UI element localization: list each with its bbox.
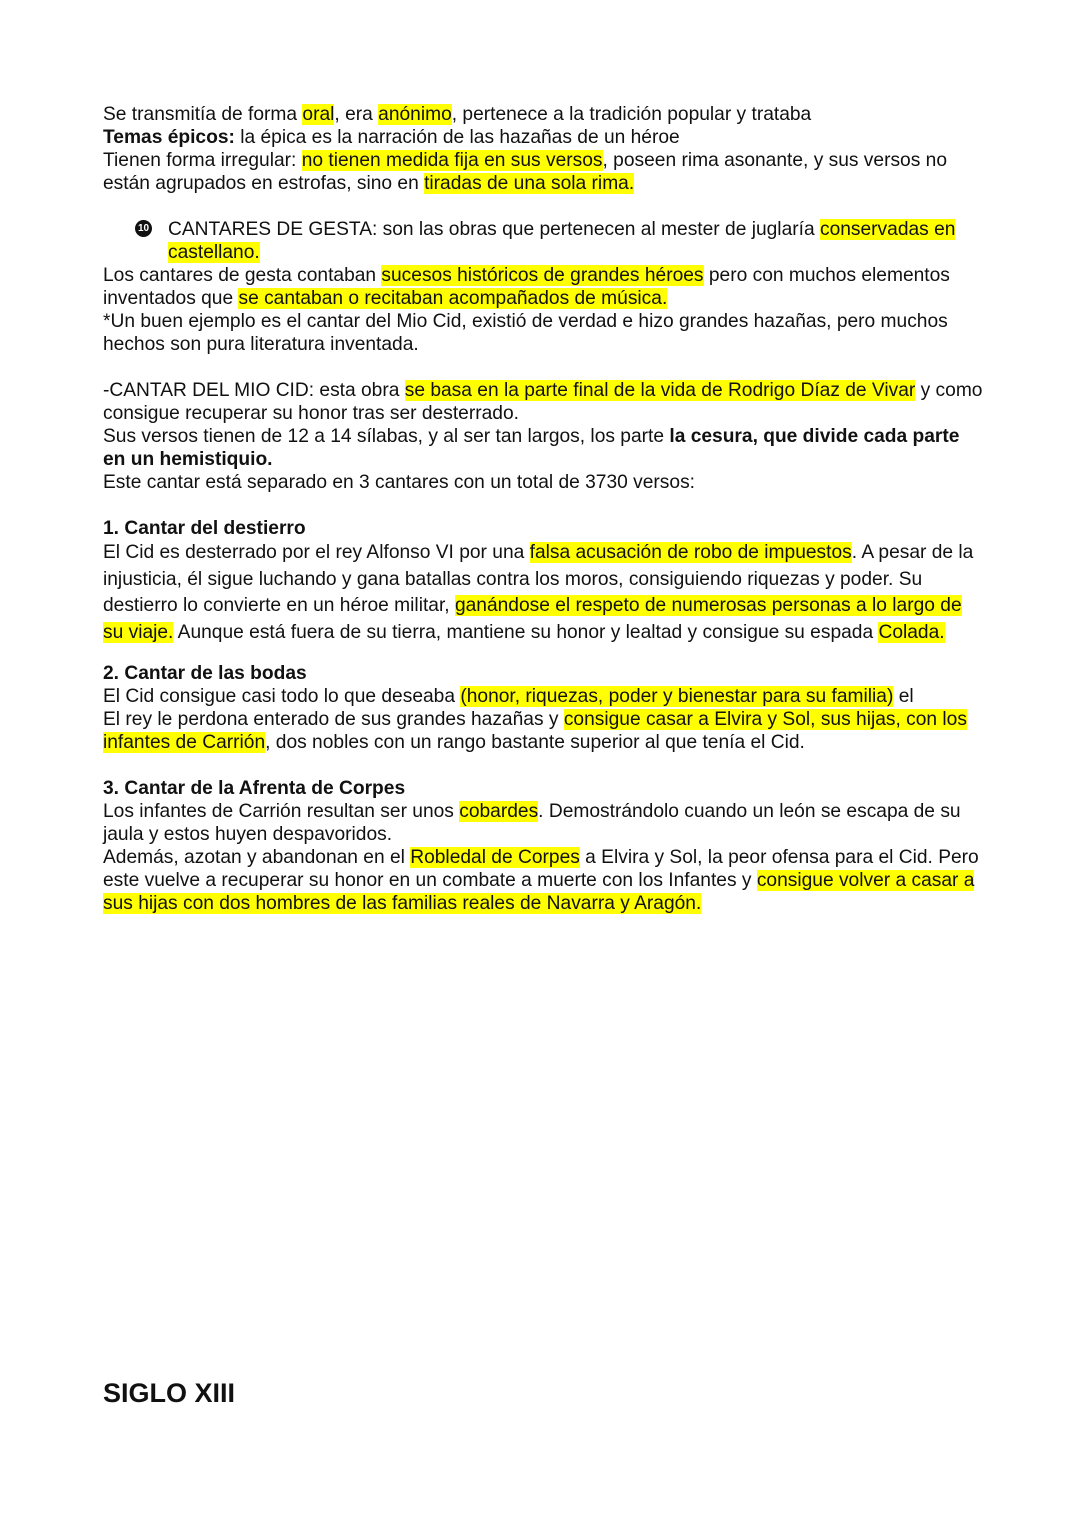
mio-cid-paragraph-2: Sus versos tienen de 12 a 14 sílabas, y al ser tan largos, los parte la cesura, que divide cada parte en un hemistiquio. (103, 426, 960, 470)
highlight-anonimo: anónimo (378, 104, 452, 125)
highlight-honor-riquezas: (honor, riquezas, poder y bienestar para su familia) (460, 686, 894, 707)
cantares-paragraph-1: Los cantares de gesta contaban sucesos históricos de grandes héroes pero con muchos elementos inventados que se cantaban o recitaban acompañados de música. (103, 265, 950, 309)
intro-line-2: Temas épicos: la épica es la narración de las hazañas de un héroe (103, 127, 680, 148)
highlight-conservadas: conservadas en castellano. (168, 219, 956, 263)
afrenta-title: 3. Cantar de la Afrenta de Corpes (103, 778, 406, 799)
highlight-respeto: ganándose el respeto de numerosas personas a lo largo de su viaje. (103, 595, 962, 643)
afrenta-paragraph-2: Además, azotan y abandonan en el Robledal de Corpes a Elvira y Sol, la peor ofensa para el Cid. Pero este vuelve a recuperar su honor en un combate a muerte con los Infantes y consigue volver a casar a sus hijas con dos hombres de las familias reales de Navarra y Aragón. (103, 847, 979, 914)
afrenta-paragraph-1: Los infantes de Carrión resultan ser unos cobardes. Demostrándolo cuando un león se escapa de su jaula y estos huyen despavoridos. (103, 801, 961, 845)
highlight-sucesos: sucesos históricos de grandes héroes (381, 265, 704, 286)
destierro-title: 1. Cantar del destierro (103, 518, 306, 539)
highlight-volver-casar: consigue volver a casar a sus hijas con dos hombres de las familias reales de Navarra y Aragón. (103, 870, 975, 914)
highlight-casar-hijas: consigue casar a Elvira y Sol, sus hijas, con los infantes de Carrión (103, 709, 967, 753)
cesura-bold: la cesura, que divide cada parte en un hemistiquio. (103, 426, 960, 470)
highlight-robledal: Robledal de Corpes (410, 847, 580, 868)
number-ten-bullet-icon: 10 (135, 220, 152, 237)
highlight-oral: oral (302, 104, 335, 125)
bodas-line-1: El Cid consigue casi todo lo que deseaba (honor, riquezas, poder y bienestar para su familia) el (103, 686, 914, 707)
cantares-paragraph-2: *Un buen ejemplo es el cantar del Mio Cid, existió de verdad e hizo grandes hazañas, pero muchos hechos son pura literatura inventada. (103, 311, 948, 355)
highlight-rodrigo: se basa en la parte final de la vida de Rodrigo Díaz de Vivar (404, 380, 916, 401)
intro-line-3: Tienen forma irregular: no tienen medida fija en sus versos, poseen rima asonante, y sus versos no están agrupados en estrofas, sino en tiradas de una sola rima. (103, 150, 947, 194)
highlight-falsa-acusacion: falsa acusación de robo de impuestos (529, 542, 852, 563)
highlight-colada: Colada. (878, 621, 945, 643)
document-body (103, 103, 983, 915)
bodas-line-2: El rey le perdona enterado de sus grandes hazañas y consigue casar a Elvira y Sol, sus hijas, con los infantes de Carrión, dos nobles con un rango bastante superior al que tenía el Cid. (103, 709, 967, 753)
bodas-title: 2. Cantar de las bodas (103, 663, 307, 684)
intro-line-1: Se transmitía de forma oral, era anónimo, pertenece a la tradición popular y trataba (103, 104, 812, 125)
section-heading-siglo: SIGLO XIII (103, 1378, 236, 1408)
mio-cid-paragraph-3: Este cantar está separado en 3 cantares con un total de 3730 versos: (103, 472, 695, 493)
highlight-medida: no tienen medida fija en sus versos (301, 150, 603, 171)
temas-epicos-label: Temas épicos: (103, 127, 235, 148)
mio-cid-paragraph-1: -CANTAR DEL MIO CID: esta obra se basa en la parte final de la vida de Rodrigo Díaz de Vivar y como consigue recuperar su honor tras ser desterrado. (103, 380, 983, 424)
highlight-cobardes: cobardes (459, 801, 539, 822)
highlight-tiradas: tiradas de una sola rima. (424, 173, 635, 194)
cantares-bullet: 10 CANTARES DE GESTA: son las obras que pertenecen al mester de juglaría conservadas en castellano. (103, 218, 983, 264)
highlight-musica: se cantaban o recitaban acompañados de música. (238, 288, 668, 309)
destierro-body: El Cid es desterrado por el rey Alfonso VI por una falsa acusación de robo de impuestos. A pesar de la injusticia, él sigue luchando y gana batallas contra los moros, consiguiendo riquezas y poder. Su destierro lo convierte en un héroe militar, ganándose el respeto de numerosas personas a lo largo de su viaje. Aunque está fuera de su tierra, mantiene su honor y lealtad y consigue su espada Colada. (103, 542, 974, 643)
